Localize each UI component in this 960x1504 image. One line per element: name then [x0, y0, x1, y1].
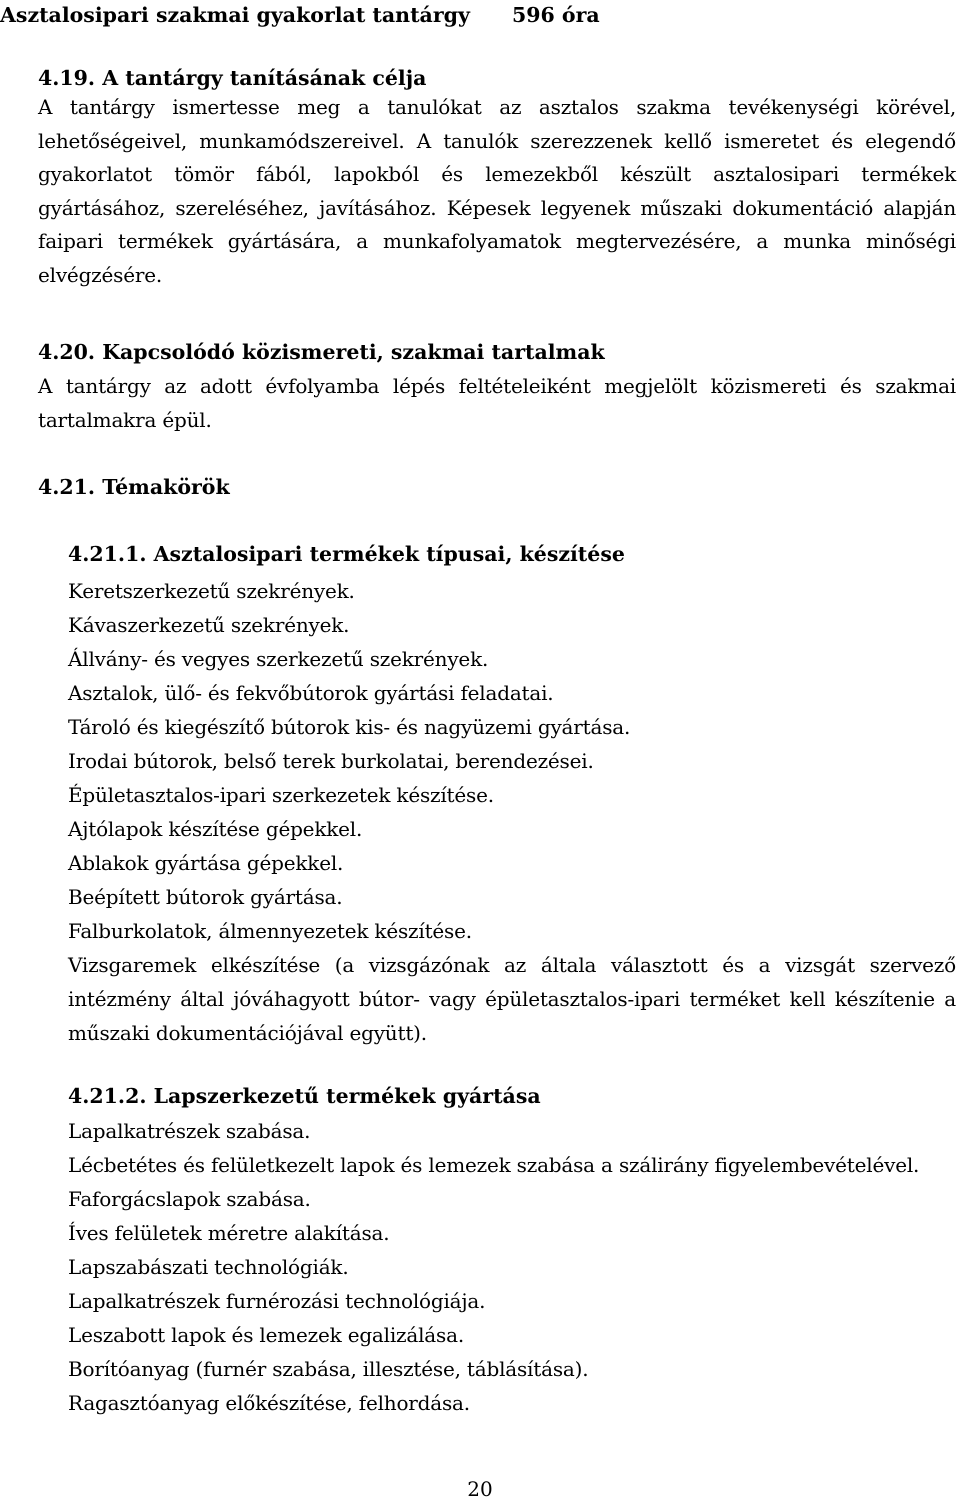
topic-list-4-21-2 — [68, 1114, 956, 1420]
subsection-heading-4-21-2: 4.21.2. Lapszerkezetű termékek gyártása — [68, 1084, 541, 1108]
list-item: Lapalkatrészek szabása. — [68, 1119, 311, 1143]
list-item: Irodai bútorok, belső terek burkolatai, berendezései. — [68, 749, 594, 773]
list-item: Vizsgaremek elkészítése (a vizsgázónak az általa választott és a vizsgát szervező intézmény által jóváhagyott bútor- vagy épületasztalos-ipari terméket kell készítenie a műszaki dokumentációjával együtt). — [68, 953, 956, 1045]
list-item: Tároló és kiegészítő bútorok kis- és nagyüzemi gyártása. — [68, 715, 631, 739]
list-item: Íves felületek méretre alakítása. — [68, 1221, 390, 1245]
list-item: Borítóanyag (furnér szabása, illesztése, táblásítása). — [68, 1357, 589, 1381]
list-item: Lapalkatrészek furnérozási technológiája. — [68, 1289, 486, 1313]
list-item: Keretszerkezetű szekrények. — [68, 579, 355, 603]
section-heading-4-19: 4.19. A tantárgy tanításának célja — [38, 66, 427, 90]
list-item: Faforgácslapok szabása. — [68, 1187, 311, 1211]
list-item: Lécbetétes és felületkezelt lapok és lemezek szabása a szálirány figyelembevételével. — [68, 1153, 920, 1177]
list-item: Ajtólapok készítése gépekkel. — [68, 817, 363, 841]
subject-title: Asztalosipari szakmai gyakorlat tantárgy — [0, 3, 470, 27]
list-item: Leszabott lapok és lemezek egalizálása. — [68, 1323, 464, 1347]
list-item: Asztalok, ülő- és fekvőbútorok gyártási feladatai. — [68, 681, 554, 705]
list-item: Lapszabászati technológiák. — [68, 1255, 349, 1279]
section-heading-4-20: 4.20. Kapcsolódó közismereti, szakmai tartalmak — [38, 340, 605, 364]
list-item: Ablakok gyártása gépekkel. — [68, 851, 344, 875]
section-text-4-19: A tantárgy ismertesse meg a tanulókat az asztalos szakma tevékenységi körével, lehetőségeivel, munkamódszereivel. A tanulók szerezzenek kellő ismeretet és elegendő gyakorlatot tömör fából, lapokból és lemezekből készült asztalosipari termékek gyártásához, szereléséhez, javításához. Képesek legyenek műszaki dokumentáció alapján faipari termékek gyártására, a munkafolyamatok megtervezésére, a munka minőségi elvégzésére. — [38, 95, 956, 287]
subject-hours: 596 óra — [512, 3, 600, 27]
subsection-heading-4-21-1: 4.21.1. Asztalosipari termékek típusai, készítése — [68, 542, 625, 566]
list-item: Kávaszerkezetű szekrények. — [68, 613, 350, 637]
list-item: Ragasztóanyag előkészítése, felhordása. — [68, 1391, 470, 1415]
list-item: Falburkolatok, álmennyezetek készítése. — [68, 919, 472, 943]
list-item: Beépített bútorok gyártása. — [68, 885, 343, 909]
page-number: 20 — [467, 1477, 493, 1501]
list-item: Állvány- és vegyes szerkezetű szekrények. — [68, 647, 489, 671]
topic-list-4-21-1 — [68, 574, 956, 1050]
section-heading-4-21: 4.21. Témakörök — [38, 475, 230, 499]
list-item: Épületasztalos-ipari szerkezetek készítése. — [68, 783, 494, 807]
section-text-4-20: A tantárgy az adott évfolyamba lépés feltételeiként megjelölt közismereti és szakmai tartalmakra épül. — [38, 374, 956, 432]
